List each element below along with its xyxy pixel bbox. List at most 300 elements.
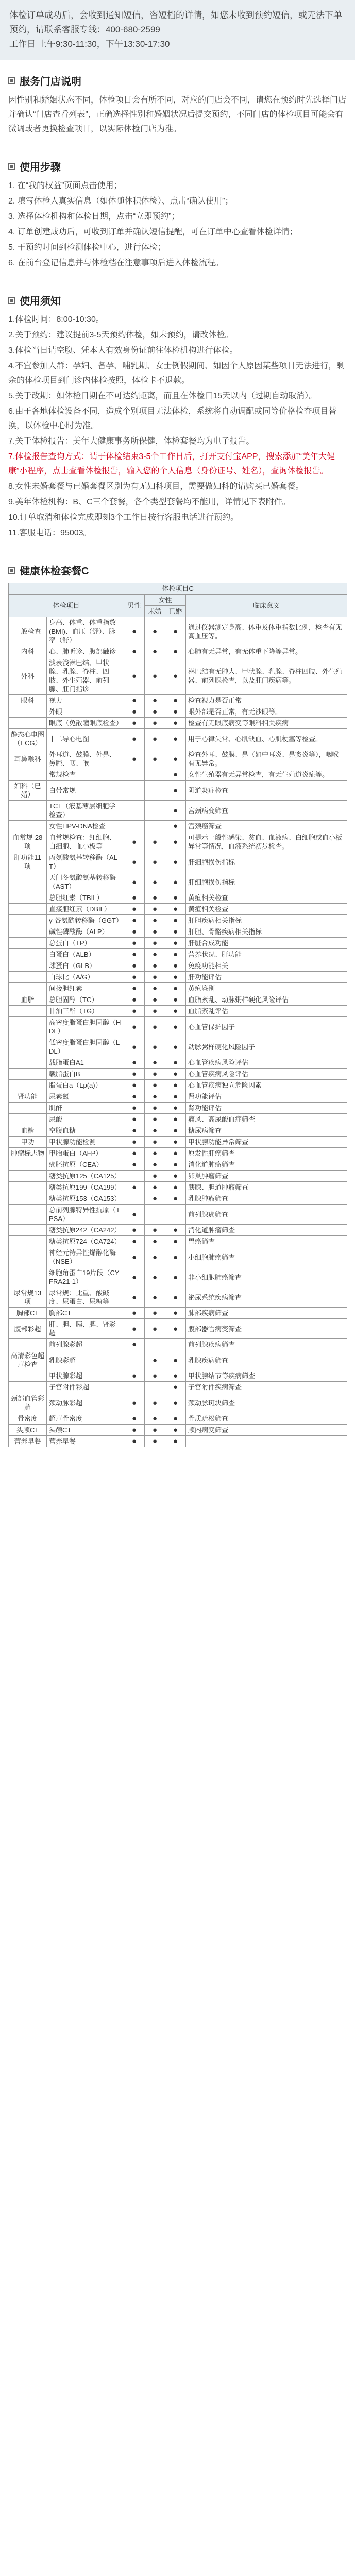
section-icon <box>8 163 15 170</box>
unmarried-mark: ● <box>145 1370 165 1382</box>
item-cell: 高密度脂蛋白胆固醇（HDL） <box>47 1017 124 1037</box>
item-cell: 尿酸 <box>47 1114 124 1125</box>
male-mark: ● <box>124 1436 145 1447</box>
table-row <box>9 1069 347 1080</box>
item-cell: 前列腺彩超 <box>47 1339 124 1350</box>
category-cell <box>9 1114 47 1125</box>
category-cell: 静态心电图（ECG） <box>9 729 47 749</box>
unmarried-mark <box>145 1339 165 1350</box>
category-cell <box>9 1080 47 1091</box>
male-mark: ● <box>124 904 145 915</box>
table-row <box>9 832 347 852</box>
category-cell: 肝功能11项 <box>9 852 47 872</box>
male-mark: ● <box>124 1308 145 1319</box>
married-mark: ● <box>165 1069 186 1080</box>
table-row <box>9 983 347 994</box>
item-cell: γ-谷氨酰转移酶（GGT） <box>47 915 124 926</box>
meaning-cell: 营养状况、肝功能 <box>186 949 347 960</box>
usage-item: 5.关于改期：如体检日期在不可达约距离，而且在体检日15天以内（过期自动取消）。 <box>8 392 317 400</box>
item-cell: 载脂蛋白A1 <box>47 1057 124 1069</box>
married-mark: ● <box>165 1137 186 1148</box>
unmarried-mark: ● <box>145 1069 165 1080</box>
male-mark: ● <box>124 972 145 983</box>
unmarried-mark: ● <box>145 1247 165 1267</box>
table-row <box>9 994 347 1006</box>
category-cell: 尿常规13项 <box>9 1287 47 1308</box>
male-mark: ● <box>124 1137 145 1148</box>
item-cell: 白带常规 <box>47 781 124 801</box>
unmarried-mark: ● <box>145 926 165 938</box>
married-mark: ● <box>165 972 186 983</box>
unmarried-mark: ● <box>145 1319 165 1339</box>
usage-item: 8.女性未婚套餐与已婚套餐区别为有无妇科项目，需要做妇科的请购买已婚套餐。 <box>8 482 304 491</box>
category-cell <box>9 769 47 781</box>
item-cell: 肝、胆、胰、脾、肾彩超 <box>47 1319 124 1339</box>
table-row <box>9 749 347 769</box>
table-row <box>9 821 347 832</box>
meaning-cell: 心血管保护因子 <box>186 1017 347 1037</box>
table-row <box>9 1205 347 1225</box>
table-row <box>9 1017 347 1037</box>
married-mark: ● <box>165 852 186 872</box>
meaning-cell: 原发性肝癌筛查 <box>186 1148 347 1159</box>
table-row <box>9 1114 347 1125</box>
married-mark: ● <box>165 1393 186 1413</box>
category-cell <box>9 1103 47 1114</box>
unmarried-mark <box>145 1382 165 1393</box>
male-mark: ● <box>124 1339 145 1350</box>
store-notes-section <box>0 73 355 137</box>
married-mark: ● <box>165 1057 186 1069</box>
male-mark: ● <box>124 1006 145 1017</box>
meaning-cell: 小细胞肺癌筛查 <box>186 1247 347 1267</box>
table-row <box>9 1137 347 1148</box>
header-male: 男性 <box>124 595 145 617</box>
usage-item: 2.关于预约：建议提前3-5天预约体检，如未预约，请改体检。 <box>8 331 233 340</box>
notice-hours: 工作日 上午9:30-11:30，下午13:30-17:30 <box>9 39 170 49</box>
married-mark: ● <box>165 617 186 646</box>
married-mark: ● <box>165 1225 186 1236</box>
category-cell <box>9 1225 47 1236</box>
meaning-cell: 肝细胞损伤指标 <box>186 852 347 872</box>
meaning-cell: 肝胆疾病相关指标 <box>186 915 347 926</box>
step-item: 5. 于预约时间到检测体检中心，进行体检； <box>8 243 166 252</box>
usage-item: 10.订单取消和体检完成即刻3个工作日按行客服电话进行预约。 <box>8 513 239 522</box>
meaning-cell <box>186 1436 347 1447</box>
table-row <box>9 1182 347 1193</box>
steps-title: 使用步骤 <box>20 162 61 173</box>
male-mark: ● <box>124 1057 145 1069</box>
meaning-cell: 乳腺疾病筛查 <box>186 1350 347 1370</box>
item-cell: 女性HPV-DNA检查 <box>47 821 124 832</box>
category-cell: 内科 <box>9 646 47 657</box>
step-item: 2. 填写体检人真实信息（如体随体积体检）、点击“确认使用”； <box>8 197 233 206</box>
table-row <box>9 1436 347 1447</box>
item-cell: 球蛋白（GLB） <box>47 960 124 972</box>
category-cell <box>9 1247 47 1267</box>
male-mark: ● <box>124 1037 145 1057</box>
item-cell: 常规检查 <box>47 769 124 781</box>
married-mark: ● <box>165 1171 186 1182</box>
meaning-cell: 子宫附件疾病筛查 <box>186 1382 347 1393</box>
meaning-cell: 心血管疾病独立危险因素 <box>186 1080 347 1091</box>
meaning-cell: 痛风、高尿酸血症筛查 <box>186 1114 347 1125</box>
male-mark: ● <box>124 1267 145 1287</box>
table-row <box>9 938 347 949</box>
table-row <box>9 1339 347 1350</box>
married-mark: ● <box>165 1091 186 1103</box>
male-mark: ● <box>124 1182 145 1193</box>
usage-item: 6.由于各地体检设备不同，造成个别项目无法体检，系统将自动调配或同等价格检查项目替换，以体检中心时为准。 <box>8 407 337 430</box>
category-cell: 血脂 <box>9 994 47 1006</box>
category-cell <box>9 904 47 915</box>
unmarried-mark: ● <box>145 1171 165 1182</box>
usage-item: 9.美年体检机构：B、C三个套餐，各个类型套餐均不能用，详情见下表附件。 <box>8 498 291 506</box>
unmarried-mark: ● <box>145 1057 165 1069</box>
item-cell: 癌胚抗原（CEA） <box>47 1159 124 1171</box>
unmarried-mark: ● <box>145 852 165 872</box>
male-mark: ● <box>124 994 145 1006</box>
male-mark: ● <box>124 892 145 904</box>
married-mark: ● <box>165 1382 186 1393</box>
unmarried-mark: ● <box>145 1193 165 1205</box>
table-row <box>9 1393 347 1413</box>
meaning-cell: 颅内病变筛查 <box>186 1425 347 1436</box>
male-mark <box>124 781 145 801</box>
item-cell: 总胆固醇（TC） <box>47 994 124 1006</box>
item-cell: 身高、体重、体重指数(BMI)、血压（舒）、脉率（舒） <box>47 617 124 646</box>
meaning-cell: 非小细胞肺癌筛查 <box>186 1267 347 1287</box>
meaning-cell: 糖尿病筛查 <box>186 1125 347 1137</box>
married-mark: ● <box>165 1193 186 1205</box>
male-mark: ● <box>124 1287 145 1308</box>
married-mark: ● <box>165 1413 186 1425</box>
meaning-cell: 用于心律失常、心肌缺血、心肌梗塞等检查。 <box>186 729 347 749</box>
category-cell <box>9 972 47 983</box>
male-mark: ● <box>124 938 145 949</box>
unmarried-mark: ● <box>145 1308 165 1319</box>
unmarried-mark: ● <box>145 1080 165 1091</box>
married-mark: ● <box>165 1308 186 1319</box>
usage-item: 11.客服电话：95003。 <box>8 529 92 537</box>
unmarried-mark: ● <box>145 1103 165 1114</box>
table-row <box>9 1413 347 1425</box>
table-row <box>9 801 347 821</box>
item-cell: 白蛋白（ALB） <box>47 949 124 960</box>
store-notes-title: 服务门店说明 <box>20 76 81 88</box>
table-row <box>9 1037 347 1057</box>
male-mark: ● <box>124 1425 145 1436</box>
usage-item: 3.体检当日请空腹、凭本人有效身份证前往体检机构进行体检。 <box>8 346 238 355</box>
male-mark: ● <box>124 949 145 960</box>
table-row <box>9 1125 347 1137</box>
married-mark: ● <box>165 1006 186 1017</box>
header-unmarried: 未婚 <box>145 606 165 617</box>
unmarried-mark: ● <box>145 1137 165 1148</box>
item-cell: 甲胎蛋白（AFP） <box>47 1148 124 1159</box>
item-cell: TCT（液基薄层细胞学检查） <box>47 801 124 821</box>
category-cell: 血糖 <box>9 1125 47 1137</box>
category-cell <box>9 1171 47 1182</box>
married-mark: ● <box>165 718 186 729</box>
table-row <box>9 1057 347 1069</box>
section-icon <box>8 77 15 84</box>
male-mark: ● <box>124 832 145 852</box>
unmarried-mark: ● <box>145 695 165 706</box>
married-mark: ● <box>165 1370 186 1382</box>
meaning-cell: 淋巴结有无肿大、甲状腺、乳腺、脊柱四肢、外生殖器、前列腺检查，以及肛门疾病等。 <box>186 657 347 695</box>
category-cell <box>9 821 47 832</box>
male-mark <box>124 821 145 832</box>
category-cell: 妇科（已婚） <box>9 781 47 801</box>
unmarried-mark: ● <box>145 972 165 983</box>
table-row <box>9 1308 347 1319</box>
married-mark: ● <box>165 657 186 695</box>
step-item: 1. 在“我的权益”页面点击使用； <box>8 181 122 190</box>
meaning-cell: 颈动脉斑块筛查 <box>186 1393 347 1413</box>
package-title: 健康体检套餐C <box>20 566 89 577</box>
meaning-cell: 前列腺疾病筛查 <box>186 1339 347 1350</box>
category-cell <box>9 949 47 960</box>
category-cell <box>9 1006 47 1017</box>
unmarried-mark: ● <box>145 832 165 852</box>
category-cell <box>9 872 47 892</box>
category-cell: 腹部彩超 <box>9 1319 47 1339</box>
item-cell: 糖类抗原153（CA153） <box>47 1193 124 1205</box>
category-cell <box>9 1182 47 1193</box>
married-mark: ● <box>165 1350 186 1370</box>
package-table-body <box>9 617 347 1447</box>
category-cell <box>9 926 47 938</box>
table-row <box>9 972 347 983</box>
unmarried-mark: ● <box>145 1267 165 1287</box>
married-mark: ● <box>165 832 186 852</box>
meaning-cell: 甲状腺结节等疾病筛查 <box>186 1370 347 1382</box>
package-heading <box>8 563 347 578</box>
table-row <box>9 1425 347 1436</box>
meaning-cell: 宫颈病变筛查 <box>186 801 347 821</box>
table-row <box>9 657 347 695</box>
married-mark: ● <box>165 915 186 926</box>
married-mark: ● <box>165 994 186 1006</box>
male-mark: ● <box>124 983 145 994</box>
table-row <box>9 769 347 781</box>
category-cell <box>9 1267 47 1287</box>
unmarried-mark: ● <box>145 1350 165 1370</box>
male-mark: ● <box>124 960 145 972</box>
unmarried-mark: ● <box>145 749 165 769</box>
unmarried-mark <box>145 821 165 832</box>
meaning-cell: 黄疸相关检查 <box>186 904 347 915</box>
male-mark: ● <box>124 729 145 749</box>
item-cell: 头颅CT <box>47 1425 124 1436</box>
section-icon <box>8 297 15 304</box>
item-cell: 糖类抗原199（CA199） <box>47 1182 124 1193</box>
table-row <box>9 781 347 801</box>
category-cell: 骨密度 <box>9 1413 47 1425</box>
table-row <box>9 1225 347 1236</box>
male-mark: ● <box>124 1114 145 1125</box>
item-cell: 脂蛋白a（Lp(a)） <box>47 1080 124 1091</box>
meaning-cell: 肝胆、骨骼疾病相关指标 <box>186 926 347 938</box>
married-mark: ● <box>165 872 186 892</box>
male-mark: ● <box>124 852 145 872</box>
item-cell: 外眼 <box>47 706 124 718</box>
table-row <box>9 1159 347 1171</box>
married-mark: ● <box>165 892 186 904</box>
male-mark: ● <box>124 706 145 718</box>
item-cell: 糖类抗原242（CA242） <box>47 1225 124 1236</box>
category-cell <box>9 718 47 729</box>
married-mark: ● <box>165 1159 186 1171</box>
meaning-cell: 血脂紊乱评估 <box>186 1006 347 1017</box>
item-cell: 总前列腺特异性抗原（TPSA） <box>47 1205 124 1225</box>
table-row <box>9 1236 347 1247</box>
usage-title: 使用须知 <box>20 296 61 307</box>
category-cell: 高清彩色超声检查 <box>9 1350 47 1370</box>
table-row <box>9 706 347 718</box>
item-cell: 尿素氮 <box>47 1091 124 1103</box>
meaning-cell: 检查视力是否正常 <box>186 695 347 706</box>
item-cell: 肌酐 <box>47 1103 124 1114</box>
unmarried-mark: ● <box>145 904 165 915</box>
step-item: 3. 选择体检机构和体检日期，点击“立即预约”； <box>8 212 180 221</box>
table-row <box>9 872 347 892</box>
header-married: 已婚 <box>165 606 186 617</box>
married-mark: ● <box>165 1080 186 1091</box>
unmarried-mark <box>145 769 165 781</box>
married-mark: ● <box>165 1267 186 1287</box>
category-cell <box>9 1205 47 1225</box>
male-mark: ● <box>124 657 145 695</box>
meaning-cell: 胰腺、胆道肿瘤筛查 <box>186 1182 347 1193</box>
male-mark: ● <box>124 1017 145 1037</box>
meaning-cell: 检查外耳、鼓膜、鼻（如中耳炎、鼻窦炎等），咽喉有无异常。 <box>186 749 347 769</box>
item-cell: 神经元特异性烯醇化酶（NSE） <box>47 1247 124 1267</box>
item-cell: 碱性磷酸酶（ALP） <box>47 926 124 938</box>
table-row <box>9 892 347 904</box>
category-cell: 眼科 <box>9 695 47 706</box>
usage-item: 4.不宜参加人群：孕妇、备孕、哺乳期、女士例假期间、如因个人原因某些项目无法进行，剩余的体检项目到门诊内体检按照，体检卡不退款。 <box>8 362 345 385</box>
married-mark: ● <box>165 781 186 801</box>
unmarried-mark: ● <box>145 1017 165 1037</box>
meaning-cell: 肝功能评估 <box>186 972 347 983</box>
unmarried-mark: ● <box>145 1114 165 1125</box>
male-mark <box>124 769 145 781</box>
meaning-cell: 泌尿系统疾病筛查 <box>186 1287 347 1308</box>
item-cell: 甘油三酯（TG） <box>47 1006 124 1017</box>
category-cell <box>9 1017 47 1037</box>
table-row <box>9 852 347 872</box>
item-cell: 乳腺彩超 <box>47 1350 124 1370</box>
male-mark: ● <box>124 1205 145 1225</box>
section-icon <box>8 567 15 574</box>
meaning-cell: 肝细胞损伤指标 <box>186 872 347 892</box>
category-cell: 甲功 <box>9 1137 47 1148</box>
married-mark: ● <box>165 801 186 821</box>
item-cell: 胸部CT <box>47 1308 124 1319</box>
married-mark: ● <box>165 1148 186 1159</box>
unmarried-mark: ● <box>145 983 165 994</box>
header-meaning: 临床意义 <box>186 595 347 617</box>
meaning-cell: 可提示一般性感染、贫血、血液病、白细胞或血小板异常等情况，血液系统初步检查。 <box>186 832 347 852</box>
male-mark: ● <box>124 749 145 769</box>
table-row <box>9 1103 347 1114</box>
meaning-cell: 宫颈癌筛查 <box>186 821 347 832</box>
meaning-cell: 卵巢肿瘤筛查 <box>186 1171 347 1182</box>
item-cell: 十二导心电图 <box>47 729 124 749</box>
meaning-cell: 肾功能评估 <box>186 1091 347 1103</box>
table-row <box>9 1319 347 1339</box>
male-mark <box>124 1171 145 1182</box>
unmarried-mark <box>145 781 165 801</box>
category-cell: 耳鼻喉科 <box>9 749 47 769</box>
category-cell <box>9 960 47 972</box>
unmarried-mark: ● <box>145 960 165 972</box>
category-cell <box>9 938 47 949</box>
meaning-cell: 甲状腺功能异常筛查 <box>186 1137 347 1148</box>
male-mark: ● <box>124 915 145 926</box>
unmarried-mark: ● <box>145 1182 165 1193</box>
category-cell: 营养早餐 <box>9 1436 47 1447</box>
table-row <box>9 1091 347 1103</box>
usage-item: 7.关于体检报告：美年大健康事务所保健，体检套餐均为电子报告。 <box>8 437 255 446</box>
item-cell: 眼底（免散瞳眼底检查） <box>47 718 124 729</box>
male-mark: ● <box>124 718 145 729</box>
unmarried-mark: ● <box>145 915 165 926</box>
usage-heading <box>8 293 347 308</box>
meaning-cell: 消化道肿瘤筛查 <box>186 1225 347 1236</box>
meaning-cell: 心血管疾病风险评估 <box>186 1069 347 1080</box>
meaning-cell: 通过仪器测定身高、体重及体重指数比例，检查有无高血压等。 <box>186 617 347 646</box>
category-cell: 一般检查 <box>9 617 47 646</box>
item-cell: 细胞角蛋白19片段（CYFRA21-1） <box>47 1267 124 1287</box>
married-mark: ● <box>165 1182 186 1193</box>
order-notice <box>0 0 355 60</box>
table-row <box>9 915 347 926</box>
meaning-cell: 心血管疾病风险评估 <box>186 1057 347 1069</box>
item-cell: 视力 <box>47 695 124 706</box>
unmarried-mark: ● <box>145 1413 165 1425</box>
item-cell: 糖类抗原125（CA125） <box>47 1171 124 1182</box>
married-mark: ● <box>165 695 186 706</box>
married-mark: ● <box>165 938 186 949</box>
table-row <box>9 960 347 972</box>
married-mark <box>165 1339 186 1350</box>
category-cell <box>9 1339 47 1350</box>
meaning-cell: 阴道炎症检查 <box>186 781 347 801</box>
meaning-cell: 前列腺癌筛查 <box>186 1205 347 1225</box>
married-mark: ● <box>165 769 186 781</box>
meaning-cell: 肺部疾病筛查 <box>186 1308 347 1319</box>
male-mark: ● <box>124 1413 145 1425</box>
table-row <box>9 904 347 915</box>
unmarried-mark: ● <box>145 706 165 718</box>
married-mark: ● <box>165 706 186 718</box>
married-mark <box>165 1205 186 1225</box>
notice-text: 体检订单成功后，会收到通知短信，咨短档的详情，如您未收到预约短信，或无法下单预约，请联系客服专线：400-680-2599 <box>9 10 342 35</box>
meaning-cell: 心肺有无异常，有无体重下降等异常。 <box>186 646 347 657</box>
married-mark: ● <box>165 1017 186 1037</box>
package-table <box>8 583 347 1447</box>
unmarried-mark <box>145 1205 165 1225</box>
unmarried-mark: ● <box>145 1425 165 1436</box>
item-cell: 甲状腺彩超 <box>47 1370 124 1382</box>
table-row <box>9 695 347 706</box>
unmarried-mark: ● <box>145 1037 165 1057</box>
package-section <box>0 563 355 578</box>
male-mark <box>124 1350 145 1370</box>
